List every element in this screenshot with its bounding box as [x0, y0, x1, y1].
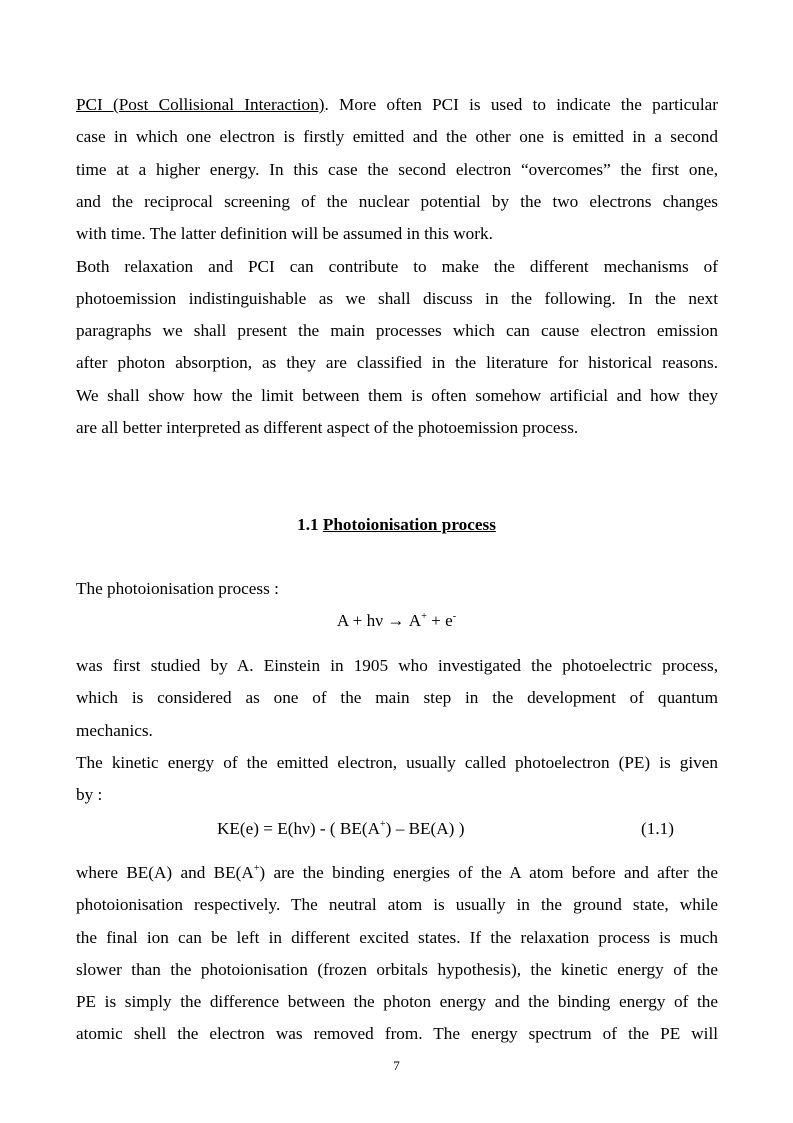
text-line: The kinetic energy of the emitted electron, usually called photoelectron (PE) is given: [76, 752, 718, 772]
text-line: atomic shell the electron was removed from. The energy spectrum of the PE will: [76, 1024, 718, 1044]
text-line: are all better interpreted as different aspect of the photoemission process.: [76, 417, 579, 437]
intro-text: The photoionisation process :: [76, 579, 279, 598]
equation-number: (1.1): [641, 819, 674, 838]
text-line: We shall show how the limit between them is often somehow artificial and how they: [76, 385, 718, 405]
section-number: 1.1: [297, 515, 319, 534]
text-line: photoemission indistinguishable as we shall discuss in the following. In the next: [76, 288, 718, 308]
text-line: PCI (Post Collisional Interaction). More often PCI is used to indicate the particular: [76, 95, 718, 114]
text-line: and the reciprocal screening of the nuclear potential by the two electrons changes: [76, 191, 718, 211]
equation-photoionisation: A + hν → A+ + e-: [336, 611, 457, 630]
text-line: after photon absorption, as they are classified in the literature for historical reasons.: [76, 353, 718, 373]
paragraph-pci-definition: [76, 89, 718, 250]
text-line: was first studied by A. Einstein in 1905 who investigated the photoelectric process,: [76, 656, 718, 675]
section-heading: [0, 512, 793, 538]
section-title: Photoionisation process: [322, 515, 496, 534]
text-line: which is considered as one of the main step in the development of quantum: [76, 688, 718, 708]
arrow-icon: →: [387, 611, 405, 630]
text-line: Both relaxation and PCI can contribute to make the different mechanisms of: [76, 256, 718, 276]
paragraph-relaxation-pci: [76, 251, 718, 445]
text-line: time at a higher energy. In this case the second electron “overcomes” the first one,: [76, 159, 718, 179]
text-line: mechanics.: [76, 720, 153, 740]
text-line: photoionisation respectively. The neutral atom is usually in the ground state, while: [76, 895, 718, 915]
text-line: paragraphs we shall present the main processes which can cause electron emission: [76, 321, 718, 341]
equation-kinetic-energy: KE(e) = E(hν) - ( BE(A+) – BE(A) ): [217, 819, 465, 838]
paragraph-binding-energies: [76, 857, 718, 1051]
paragraph-einstein: [76, 650, 718, 811]
text-line: PE is simply the difference between the photon energy and the binding energy of the: [76, 992, 718, 1012]
page-number: 7: [393, 1058, 400, 1073]
text-line: with time. The latter definition will be assumed in this work.: [76, 224, 493, 244]
text-line: where BE(A) and BE(A+) are the binding energies of the A atom before and after the: [76, 863, 718, 882]
text-line: the final ion can be left in different excited states. If the relaxation process is much: [76, 927, 718, 947]
text-line: by :: [76, 785, 103, 805]
text-line: slower than the photoionisation (frozen orbitals hypothesis), the kinetic energy of the: [76, 959, 718, 979]
pci-term: PCI (Post Collisional Interaction): [76, 95, 325, 114]
text-line: case in which one electron is firstly emitted and the other one is emitted in a second: [76, 127, 718, 147]
